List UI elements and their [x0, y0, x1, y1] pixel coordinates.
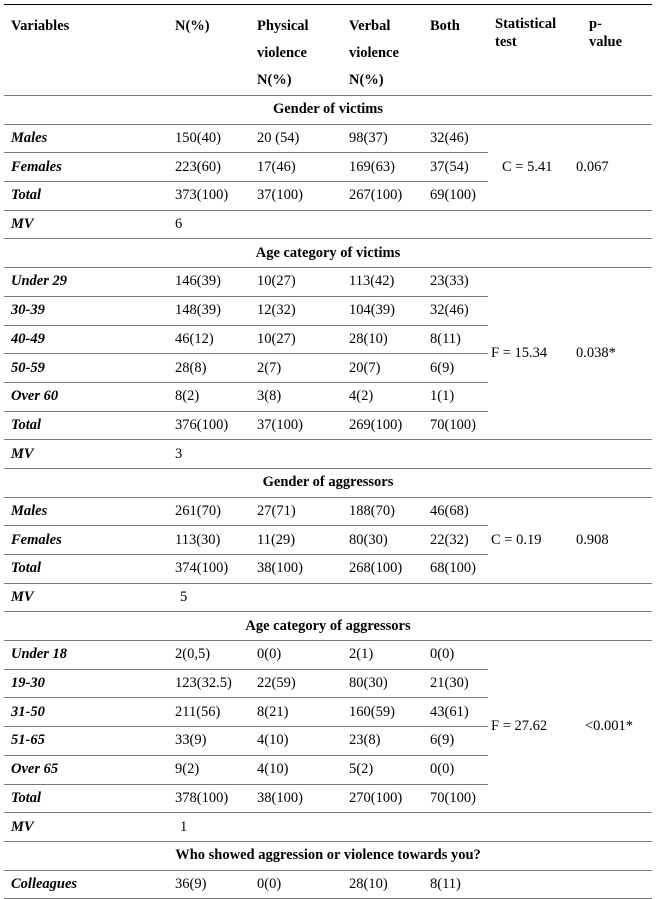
cell-both: 68(100)	[423, 555, 488, 584]
cell-both: 37(54)	[423, 153, 488, 182]
row-label: Over 65	[4, 755, 168, 784]
table-row	[4, 583, 652, 612]
table-row	[4, 813, 652, 842]
cell-n: 223(60)	[168, 153, 250, 182]
table-row	[4, 268, 652, 297]
cell-physical: 17(46)	[250, 153, 342, 182]
empty-cell	[488, 210, 652, 239]
cell-physical: 4(10)	[250, 755, 342, 784]
table-body	[4, 96, 652, 899]
cell-physical: 37(100)	[250, 411, 342, 440]
cell-n: 46(12)	[168, 325, 250, 354]
cell-physical: 0(0)	[250, 641, 342, 670]
cell-n: 9(2)	[168, 755, 250, 784]
cell-verbal: 2(1)	[342, 641, 423, 670]
section-header-row	[4, 96, 652, 125]
section-title: Age category of victims	[4, 239, 652, 268]
row-label: Total	[4, 784, 168, 813]
cell-physical	[250, 210, 342, 239]
row-label: Males	[4, 124, 168, 153]
cell-n: 211(56)	[168, 698, 250, 727]
cell-n: 36(9)	[168, 870, 250, 899]
row-label: 50-59	[4, 354, 168, 383]
table-row	[4, 870, 652, 899]
row-label: Under 29	[4, 268, 168, 297]
cell-physical: 4(10)	[250, 727, 342, 756]
empty-cell	[488, 813, 652, 842]
row-label: Males	[4, 497, 168, 526]
cell-verbal: 98(37)	[342, 124, 423, 153]
section-header-row	[4, 468, 652, 497]
cell-n: 376(100)	[168, 411, 250, 440]
row-label: MV	[4, 583, 168, 612]
cell-n: 378(100)	[168, 784, 250, 813]
cell-n: 150(40)	[168, 124, 250, 153]
cell-verbal: 80(30)	[342, 669, 423, 698]
cell-both: 0(0)	[423, 755, 488, 784]
cell-verbal: 268(100)	[342, 555, 423, 584]
header-physical-violence: Physical violence N(%)	[257, 18, 309, 88]
empty-cell	[488, 440, 652, 469]
section-header-row	[4, 239, 652, 268]
cell-physical	[250, 583, 342, 612]
cell-verbal: 20(7)	[342, 354, 423, 383]
cell-physical: 11(29)	[250, 526, 342, 555]
cell-both: 6(9)	[423, 727, 488, 756]
cell-physical: 20 (54)	[250, 124, 342, 153]
cell-physical: 38(100)	[250, 784, 342, 813]
cell-statistical-test: C = 0.19	[488, 497, 571, 583]
cell-statistical-test	[488, 870, 571, 899]
cell-n: 146(39)	[168, 268, 250, 297]
row-label: 30-39	[4, 296, 168, 325]
section-header-row	[4, 612, 652, 641]
row-label: Total	[4, 182, 168, 211]
table-row	[4, 497, 652, 526]
row-label: Total	[4, 555, 168, 584]
cell-n: 373(100)	[168, 182, 250, 211]
cell-n: 28(8)	[168, 354, 250, 383]
cell-physical: 3(8)	[250, 382, 342, 411]
cell-physical: 12(32)	[250, 296, 342, 325]
cell-n: 3	[168, 440, 250, 469]
cell-p-value: 0.067	[571, 124, 652, 210]
cell-verbal: 270(100)	[342, 784, 423, 813]
row-label: 31-50	[4, 698, 168, 727]
cell-both: 8(11)	[423, 870, 488, 899]
cell-both: 46(68)	[423, 497, 488, 526]
row-label: Over 60	[4, 382, 168, 411]
cell-statistical-test: F = 15.34	[488, 268, 571, 440]
cell-both: 0(0)	[423, 641, 488, 670]
cell-physical: 10(27)	[250, 268, 342, 297]
cell-verbal: 169(63)	[342, 153, 423, 182]
cell-n: 8(2)	[168, 382, 250, 411]
cell-both: 6(9)	[423, 354, 488, 383]
cell-p-value: 0.038*	[571, 268, 652, 440]
cell-physical: 0(0)	[250, 870, 342, 899]
section-title: Gender of aggressors	[4, 468, 652, 497]
cell-both: 32(46)	[423, 124, 488, 153]
cell-both	[423, 210, 488, 239]
table-row	[4, 641, 652, 670]
row-label: Females	[4, 526, 168, 555]
cell-both	[423, 813, 488, 842]
cell-both: 32(46)	[423, 296, 488, 325]
cell-physical: 8(21)	[250, 698, 342, 727]
cell-n: 33(9)	[168, 727, 250, 756]
cell-n: 5	[168, 583, 250, 612]
cell-verbal: 104(39)	[342, 296, 423, 325]
cell-p-value	[571, 870, 652, 899]
cell-verbal: 80(30)	[342, 526, 423, 555]
header-both: Both	[430, 18, 460, 34]
cell-both: 1(1)	[423, 382, 488, 411]
row-label: 40-49	[4, 325, 168, 354]
header-verbal-violence: Verbal violence N(%)	[349, 18, 399, 88]
row-label: Females	[4, 153, 168, 182]
cell-verbal: 28(10)	[342, 870, 423, 899]
cell-n: 261(70)	[168, 497, 250, 526]
cell-verbal: 5(2)	[342, 755, 423, 784]
row-label: MV	[4, 210, 168, 239]
section-header-row	[4, 841, 652, 870]
cell-physical: 27(71)	[250, 497, 342, 526]
cell-both: 22(32)	[423, 526, 488, 555]
row-label: Colleagues	[4, 870, 168, 899]
table-header	[4, 5, 652, 96]
empty-cell	[488, 583, 652, 612]
row-label: 19-30	[4, 669, 168, 698]
cell-physical	[250, 440, 342, 469]
table-row	[4, 124, 652, 153]
cell-physical: 38(100)	[250, 555, 342, 584]
cell-both: 23(33)	[423, 268, 488, 297]
header-statistical-test: Statistical test	[495, 16, 557, 50]
cell-both: 69(100)	[423, 182, 488, 211]
cell-physical: 37(100)	[250, 182, 342, 211]
cell-statistical-test: F = 27.62	[488, 641, 571, 813]
table-row	[4, 210, 652, 239]
row-label: MV	[4, 440, 168, 469]
cell-verbal: 160(59)	[342, 698, 423, 727]
cell-both: 8(11)	[423, 325, 488, 354]
section-title: Who showed aggression or violence towards you?	[4, 841, 652, 870]
cell-n: 6	[168, 210, 250, 239]
header-p-value: p- value	[589, 16, 623, 50]
cell-both	[423, 440, 488, 469]
cell-p-value: 0.908	[571, 497, 652, 583]
cell-verbal: 28(10)	[342, 325, 423, 354]
cell-n: 374(100)	[168, 555, 250, 584]
section-title: Age category of aggressors	[4, 612, 652, 641]
row-label: MV	[4, 813, 168, 842]
cell-both	[423, 583, 488, 612]
cell-both: 70(100)	[423, 411, 488, 440]
cell-physical: 2(7)	[250, 354, 342, 383]
cell-verbal: 113(42)	[342, 268, 423, 297]
cell-statistical-test: C = 5.41	[488, 124, 571, 210]
cell-verbal: 23(8)	[342, 727, 423, 756]
cell-verbal	[342, 440, 423, 469]
cell-verbal	[342, 583, 423, 612]
cell-physical	[250, 813, 342, 842]
table-row	[4, 440, 652, 469]
header-n: N(%)	[175, 18, 210, 34]
cell-p-value: <0.001*	[571, 641, 652, 813]
cell-n: 1	[168, 813, 250, 842]
violence-statistics-table	[4, 4, 652, 899]
cell-both: 43(61)	[423, 698, 488, 727]
header-variables: Variables	[11, 18, 70, 34]
cell-verbal	[342, 210, 423, 239]
cell-n: 2(0,5)	[168, 641, 250, 670]
cell-both: 70(100)	[423, 784, 488, 813]
cell-n: 123(32.5)	[168, 669, 250, 698]
cell-verbal: 4(2)	[342, 382, 423, 411]
cell-verbal: 267(100)	[342, 182, 423, 211]
cell-physical: 10(27)	[250, 325, 342, 354]
row-label: Total	[4, 411, 168, 440]
cell-n: 113(30)	[168, 526, 250, 555]
cell-verbal: 188(70)	[342, 497, 423, 526]
row-label: 51-65	[4, 727, 168, 756]
cell-physical: 22(59)	[250, 669, 342, 698]
row-label: Under 18	[4, 641, 168, 670]
cell-both: 21(30)	[423, 669, 488, 698]
section-title: Gender of victims	[4, 96, 652, 125]
cell-n: 148(39)	[168, 296, 250, 325]
cell-verbal	[342, 813, 423, 842]
cell-verbal: 269(100)	[342, 411, 423, 440]
